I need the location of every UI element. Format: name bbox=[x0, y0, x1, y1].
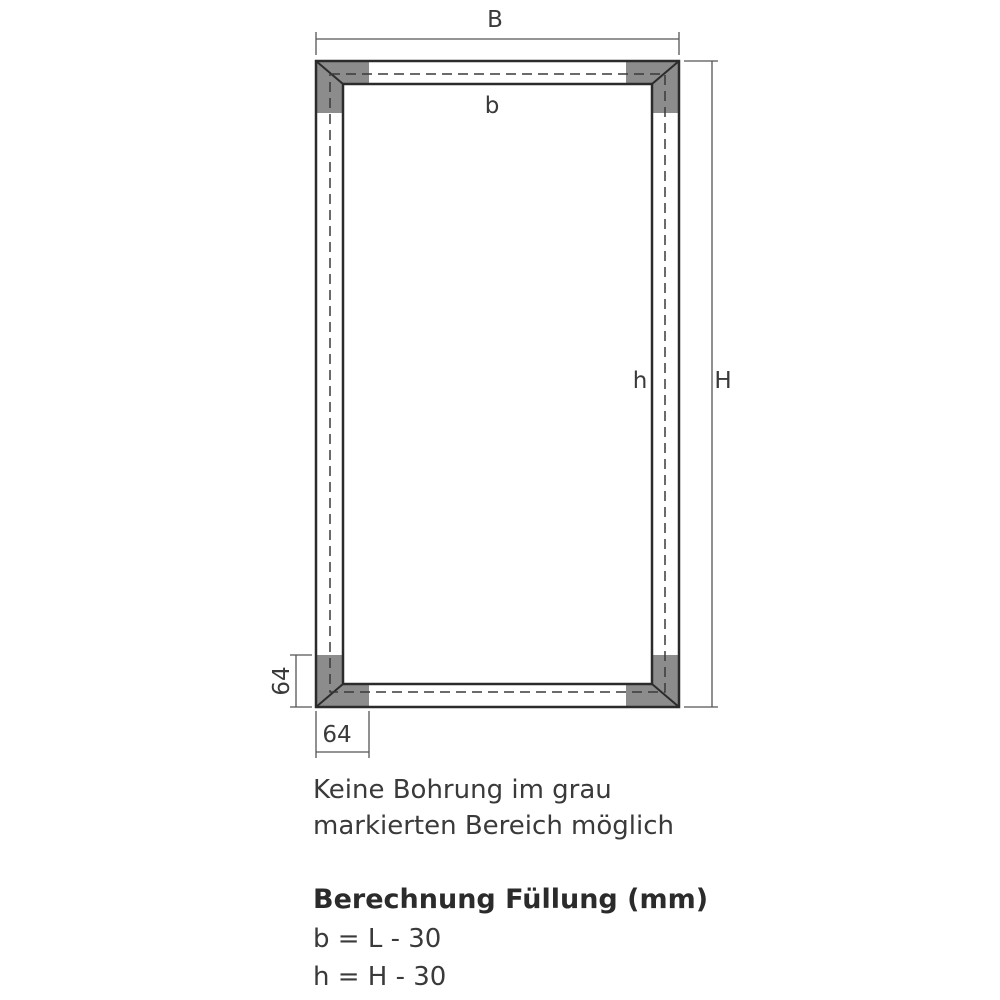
formula-width: b = L - 30 bbox=[313, 924, 442, 954]
label-corner-width: 64 bbox=[322, 722, 352, 748]
restriction-note-line-1: Keine Bohrung im grau bbox=[313, 775, 612, 805]
calculation-block bbox=[313, 880, 913, 996]
dimension-H bbox=[684, 61, 718, 707]
restricted-corner-zones bbox=[316, 61, 679, 707]
restriction-note-line-2: markierten Bereich möglich bbox=[313, 811, 675, 841]
restriction-note bbox=[313, 772, 913, 844]
label-inner-height: h bbox=[632, 368, 648, 394]
frame-inner-edge bbox=[343, 84, 652, 684]
infill-panel-dashed bbox=[330, 74, 665, 692]
label-outer-height: H bbox=[714, 368, 732, 394]
label-outer-width: B bbox=[487, 7, 503, 33]
dimension-B bbox=[316, 32, 679, 55]
frame-outline bbox=[316, 61, 679, 707]
mitre-joints bbox=[316, 61, 679, 707]
formula-height: h = H - 30 bbox=[313, 962, 447, 992]
label-inner-width: b bbox=[484, 93, 500, 119]
label-corner-height: 64 bbox=[269, 666, 295, 696]
calculation-title: Berechnung Füllung (mm) bbox=[313, 884, 709, 915]
frame-outer-edge bbox=[316, 61, 679, 707]
